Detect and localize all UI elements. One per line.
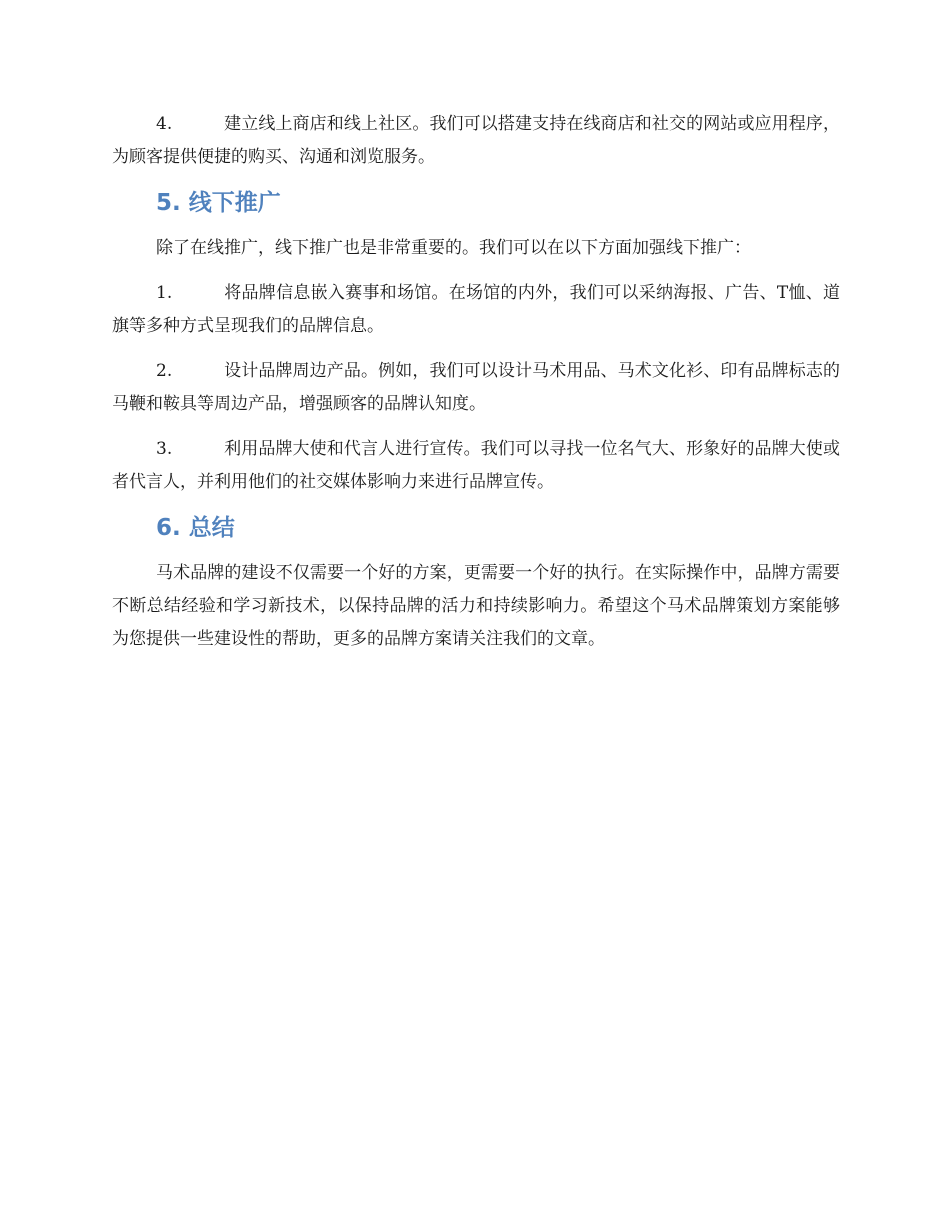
list-item-text: 将品牌信息嵌入赛事和场馆。在场馆的内外，我们可以采纳海报、广告、T恤、道旗等多种方式呈现我们的品牌信息。 <box>112 283 840 336</box>
list-item <box>112 355 840 421</box>
list-item-number: 3. <box>156 439 173 459</box>
list-item <box>112 433 840 499</box>
document-page <box>112 108 840 668</box>
list-item-text: 建立线上商店和线上社区。我们可以搭建支持在线商店和社交的网站或应用程序，为顾客提供便捷的购买、沟通和浏览服务。 <box>112 114 840 167</box>
list-item-number: 4. <box>156 114 173 134</box>
list-item-text: 设计品牌周边产品。例如，我们可以设计马术用品、马术文化衫、印有品牌标志的马鞭和鞍具等周边产品，增强顾客的品牌认知度。 <box>112 361 840 414</box>
section-intro-paragraph: 除了在线推广，线下推广也是非常重要的。我们可以在以下方面加强线下推广： <box>156 238 751 258</box>
list-item <box>112 277 840 343</box>
section-heading-offline-promotion: 5. 线下推广 <box>156 190 281 216</box>
section-heading-summary: 6. 总结 <box>156 515 235 541</box>
list-item-number: 2. <box>156 361 173 381</box>
list-item-text: 利用品牌大使和代言人进行宣传。我们可以寻找一位名气大、形象好的品牌大使或者代言人，并利用他们的社交媒体影响力来进行品牌宣传。 <box>112 439 840 492</box>
summary-paragraph: 马术品牌的建设不仅需要一个好的方案，更需要一个好的执行。在实际操作中，品牌方需要不断总结经验和学习新技术，以保持品牌的活力和持续影响力。希望这个马术品牌策划方案能够为您提供一些建设性的帮助，更多的品牌方案请关注我们的文章。 <box>112 563 840 649</box>
list-item-number: 1. <box>156 283 173 303</box>
list-item <box>112 108 840 174</box>
